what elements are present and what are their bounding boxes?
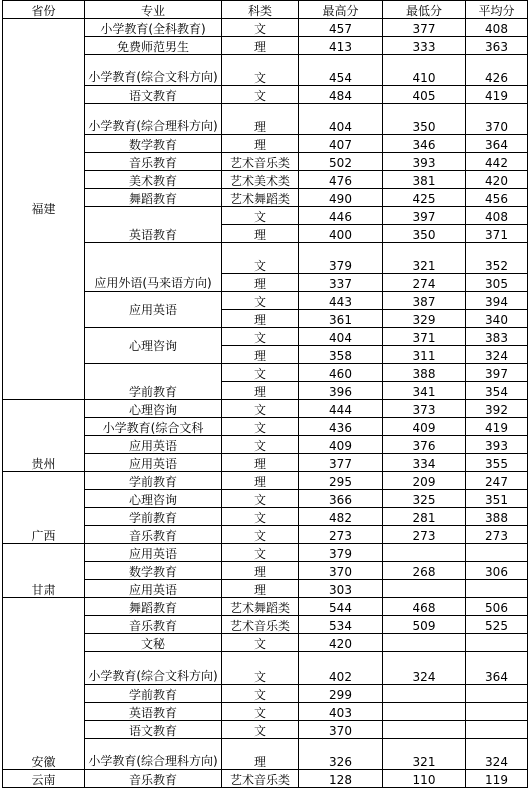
major-cell: 数学教育 — [85, 135, 222, 153]
major-cell: 小学教育(综合理科方向) — [85, 739, 222, 770]
min-cell: 325 — [383, 490, 466, 508]
table-row — [3, 472, 528, 490]
max-cell: 407 — [299, 135, 383, 153]
avg-cell: 370 — [466, 104, 528, 135]
max-cell: 534 — [299, 616, 383, 634]
min-cell: 281 — [383, 508, 466, 526]
max-cell: 420 — [299, 634, 383, 652]
min-cell: 509 — [383, 616, 466, 634]
min-cell: 468 — [383, 598, 466, 616]
max-cell: 460 — [299, 364, 383, 382]
max-cell: 403 — [299, 703, 383, 721]
avg-cell: 352 — [466, 243, 528, 274]
category-cell: 文 — [222, 436, 299, 454]
min-cell: 425 — [383, 189, 466, 207]
max-cell: 299 — [299, 685, 383, 703]
avg-cell — [466, 580, 528, 598]
major-cell: 心理咨询 — [85, 400, 222, 418]
table-row — [3, 770, 528, 788]
admission-score-table — [2, 0, 528, 788]
avg-cell: 397 — [466, 364, 528, 382]
category-cell: 艺术舞蹈类 — [222, 598, 299, 616]
category-cell: 文 — [222, 55, 299, 86]
major-cell: 学前教育 — [85, 364, 222, 400]
avg-cell — [466, 634, 528, 652]
avg-cell — [466, 703, 528, 721]
min-cell: 387 — [383, 292, 466, 310]
avg-cell: 364 — [466, 652, 528, 685]
province-cell: 贵州 — [3, 400, 85, 472]
major-cell: 文秘 — [85, 634, 222, 652]
category-cell: 理 — [222, 310, 299, 328]
major-cell: 应用外语(马来语方向) — [85, 243, 222, 292]
avg-cell: 383 — [466, 328, 528, 346]
max-cell: 377 — [299, 454, 383, 472]
avg-cell: 442 — [466, 153, 528, 171]
max-cell: 326 — [299, 739, 383, 770]
max-cell: 400 — [299, 225, 383, 243]
min-cell: 329 — [383, 310, 466, 328]
avg-cell: 273 — [466, 526, 528, 544]
category-cell: 文 — [222, 19, 299, 37]
major-cell: 英语教育 — [85, 703, 222, 721]
category-cell: 艺术美术类 — [222, 171, 299, 189]
max-cell: 443 — [299, 292, 383, 310]
min-cell: 410 — [383, 55, 466, 86]
header-category: 科类 — [222, 1, 299, 19]
avg-cell: 247 — [466, 472, 528, 490]
max-cell: 502 — [299, 153, 383, 171]
max-cell: 446 — [299, 207, 383, 225]
min-cell: 273 — [383, 526, 466, 544]
avg-cell — [466, 685, 528, 703]
category-cell: 艺术舞蹈类 — [222, 189, 299, 207]
major-cell: 音乐教育 — [85, 526, 222, 544]
major-cell: 应用英语 — [85, 454, 222, 472]
major-cell: 音乐教育 — [85, 153, 222, 171]
max-cell: 404 — [299, 328, 383, 346]
major-cell: 数学教育 — [85, 562, 222, 580]
min-cell: 346 — [383, 135, 466, 153]
category-cell: 理 — [222, 274, 299, 292]
min-cell: 334 — [383, 454, 466, 472]
table-row — [3, 400, 528, 418]
header-avg: 平均分 — [466, 1, 528, 19]
avg-cell: 394 — [466, 292, 528, 310]
avg-cell: 392 — [466, 400, 528, 418]
min-cell — [383, 580, 466, 598]
major-cell: 英语教育 — [85, 207, 222, 243]
category-cell: 文 — [222, 364, 299, 382]
category-cell: 文 — [222, 508, 299, 526]
category-cell: 理 — [222, 225, 299, 243]
max-cell: 295 — [299, 472, 383, 490]
major-cell: 小学教育(全科教育) — [85, 19, 222, 37]
min-cell: 268 — [383, 562, 466, 580]
min-cell — [383, 721, 466, 739]
province-cell: 云南 — [3, 770, 85, 788]
avg-cell: 306 — [466, 562, 528, 580]
max-cell: 409 — [299, 436, 383, 454]
category-cell: 文 — [222, 243, 299, 274]
category-cell: 文 — [222, 721, 299, 739]
max-cell: 273 — [299, 526, 383, 544]
category-cell: 理 — [222, 562, 299, 580]
category-cell: 理 — [222, 104, 299, 135]
major-cell: 应用英语 — [85, 436, 222, 454]
max-cell: 370 — [299, 562, 383, 580]
category-cell: 理 — [222, 580, 299, 598]
major-cell: 心理咨询 — [85, 328, 222, 364]
min-cell: 409 — [383, 418, 466, 436]
category-cell: 文 — [222, 400, 299, 418]
min-cell: 274 — [383, 274, 466, 292]
min-cell: 333 — [383, 37, 466, 55]
province-cell: 福建 — [3, 19, 85, 400]
max-cell: 366 — [299, 490, 383, 508]
category-cell: 文 — [222, 328, 299, 346]
category-cell: 理 — [222, 37, 299, 55]
max-cell: 402 — [299, 652, 383, 685]
avg-cell: 388 — [466, 508, 528, 526]
avg-cell: 364 — [466, 135, 528, 153]
max-cell: 454 — [299, 55, 383, 86]
category-cell: 文 — [222, 207, 299, 225]
category-cell: 理 — [222, 346, 299, 364]
min-cell: 388 — [383, 364, 466, 382]
min-cell: 371 — [383, 328, 466, 346]
avg-cell: 305 — [466, 274, 528, 292]
min-cell: 381 — [383, 171, 466, 189]
major-cell: 舞蹈教育 — [85, 189, 222, 207]
min-cell — [383, 703, 466, 721]
header-max: 最高分 — [299, 1, 383, 19]
category-cell: 文 — [222, 634, 299, 652]
min-cell: 110 — [383, 770, 466, 788]
province-cell: 安徽 — [3, 598, 85, 770]
category-cell: 艺术音乐类 — [222, 770, 299, 788]
avg-cell: 119 — [466, 770, 528, 788]
min-cell — [383, 544, 466, 562]
avg-cell: 419 — [466, 86, 528, 104]
max-cell: 358 — [299, 346, 383, 364]
province-cell: 广西 — [3, 472, 85, 544]
major-cell: 应用英语 — [85, 292, 222, 328]
header-province: 省份 — [3, 1, 85, 19]
min-cell — [383, 634, 466, 652]
category-cell: 理 — [222, 454, 299, 472]
major-cell: 学前教育 — [85, 685, 222, 703]
max-cell: 476 — [299, 171, 383, 189]
major-cell: 小学教育(综合文科 — [85, 418, 222, 436]
category-cell: 文 — [222, 292, 299, 310]
avg-cell: 363 — [466, 37, 528, 55]
header-major: 专业 — [85, 1, 222, 19]
category-cell: 文 — [222, 685, 299, 703]
category-cell: 文 — [222, 544, 299, 562]
avg-cell: 420 — [466, 171, 528, 189]
avg-cell: 371 — [466, 225, 528, 243]
major-cell: 小学教育(综合理科方向) — [85, 104, 222, 135]
max-cell: 370 — [299, 721, 383, 739]
category-cell: 理 — [222, 382, 299, 400]
avg-cell — [466, 544, 528, 562]
major-cell: 免费师范男生 — [85, 37, 222, 55]
min-cell: 373 — [383, 400, 466, 418]
category-cell: 理 — [222, 739, 299, 770]
table-row — [3, 598, 528, 616]
max-cell: 379 — [299, 243, 383, 274]
avg-cell: 426 — [466, 55, 528, 86]
category-cell: 文 — [222, 490, 299, 508]
avg-cell: 354 — [466, 382, 528, 400]
min-cell: 341 — [383, 382, 466, 400]
max-cell: 396 — [299, 382, 383, 400]
major-cell: 学前教育 — [85, 472, 222, 490]
min-cell: 393 — [383, 153, 466, 171]
max-cell: 379 — [299, 544, 383, 562]
avg-cell: 393 — [466, 436, 528, 454]
major-cell: 应用英语 — [85, 544, 222, 562]
max-cell: 490 — [299, 189, 383, 207]
table-row — [3, 19, 528, 37]
category-cell: 文 — [222, 652, 299, 685]
min-cell: 350 — [383, 104, 466, 135]
max-cell: 436 — [299, 418, 383, 436]
avg-cell: 351 — [466, 490, 528, 508]
min-cell: 209 — [383, 472, 466, 490]
max-cell: 404 — [299, 104, 383, 135]
category-cell: 艺术音乐类 — [222, 153, 299, 171]
max-cell: 413 — [299, 37, 383, 55]
major-cell: 音乐教育 — [85, 616, 222, 634]
major-cell: 学前教育 — [85, 508, 222, 526]
avg-cell: 355 — [466, 454, 528, 472]
category-cell: 艺术音乐类 — [222, 616, 299, 634]
min-cell: 321 — [383, 243, 466, 274]
avg-cell: 324 — [466, 346, 528, 364]
min-cell: 311 — [383, 346, 466, 364]
max-cell: 457 — [299, 19, 383, 37]
major-cell: 应用英语 — [85, 580, 222, 598]
avg-cell: 324 — [466, 739, 528, 770]
min-cell: 405 — [383, 86, 466, 104]
major-cell: 音乐教育 — [85, 770, 222, 788]
max-cell: 482 — [299, 508, 383, 526]
min-cell: 397 — [383, 207, 466, 225]
min-cell: 350 — [383, 225, 466, 243]
min-cell: 321 — [383, 739, 466, 770]
category-cell: 理 — [222, 135, 299, 153]
major-cell: 语文教育 — [85, 86, 222, 104]
major-cell: 小学教育(综合文科方向) — [85, 652, 222, 685]
header-row — [3, 1, 528, 19]
max-cell: 444 — [299, 400, 383, 418]
max-cell: 361 — [299, 310, 383, 328]
province-cell: 甘肃 — [3, 544, 85, 598]
min-cell — [383, 685, 466, 703]
major-cell: 语文教育 — [85, 721, 222, 739]
max-cell: 544 — [299, 598, 383, 616]
max-cell: 484 — [299, 86, 383, 104]
max-cell: 128 — [299, 770, 383, 788]
major-cell: 美术教育 — [85, 171, 222, 189]
category-cell: 文 — [222, 526, 299, 544]
category-cell: 文 — [222, 418, 299, 436]
avg-cell: 419 — [466, 418, 528, 436]
major-cell: 小学教育(综合文科方向) — [85, 55, 222, 86]
header-min: 最低分 — [383, 1, 466, 19]
category-cell: 文 — [222, 703, 299, 721]
avg-cell: 506 — [466, 598, 528, 616]
min-cell: 376 — [383, 436, 466, 454]
table-row — [3, 544, 528, 562]
category-cell: 理 — [222, 472, 299, 490]
avg-cell: 408 — [466, 19, 528, 37]
avg-cell: 340 — [466, 310, 528, 328]
avg-cell: 525 — [466, 616, 528, 634]
max-cell: 337 — [299, 274, 383, 292]
major-cell: 心理咨询 — [85, 490, 222, 508]
min-cell: 324 — [383, 652, 466, 685]
avg-cell — [466, 721, 528, 739]
avg-cell: 408 — [466, 207, 528, 225]
major-cell: 舞蹈教育 — [85, 598, 222, 616]
max-cell: 303 — [299, 580, 383, 598]
min-cell: 377 — [383, 19, 466, 37]
category-cell: 文 — [222, 86, 299, 104]
avg-cell: 456 — [466, 189, 528, 207]
